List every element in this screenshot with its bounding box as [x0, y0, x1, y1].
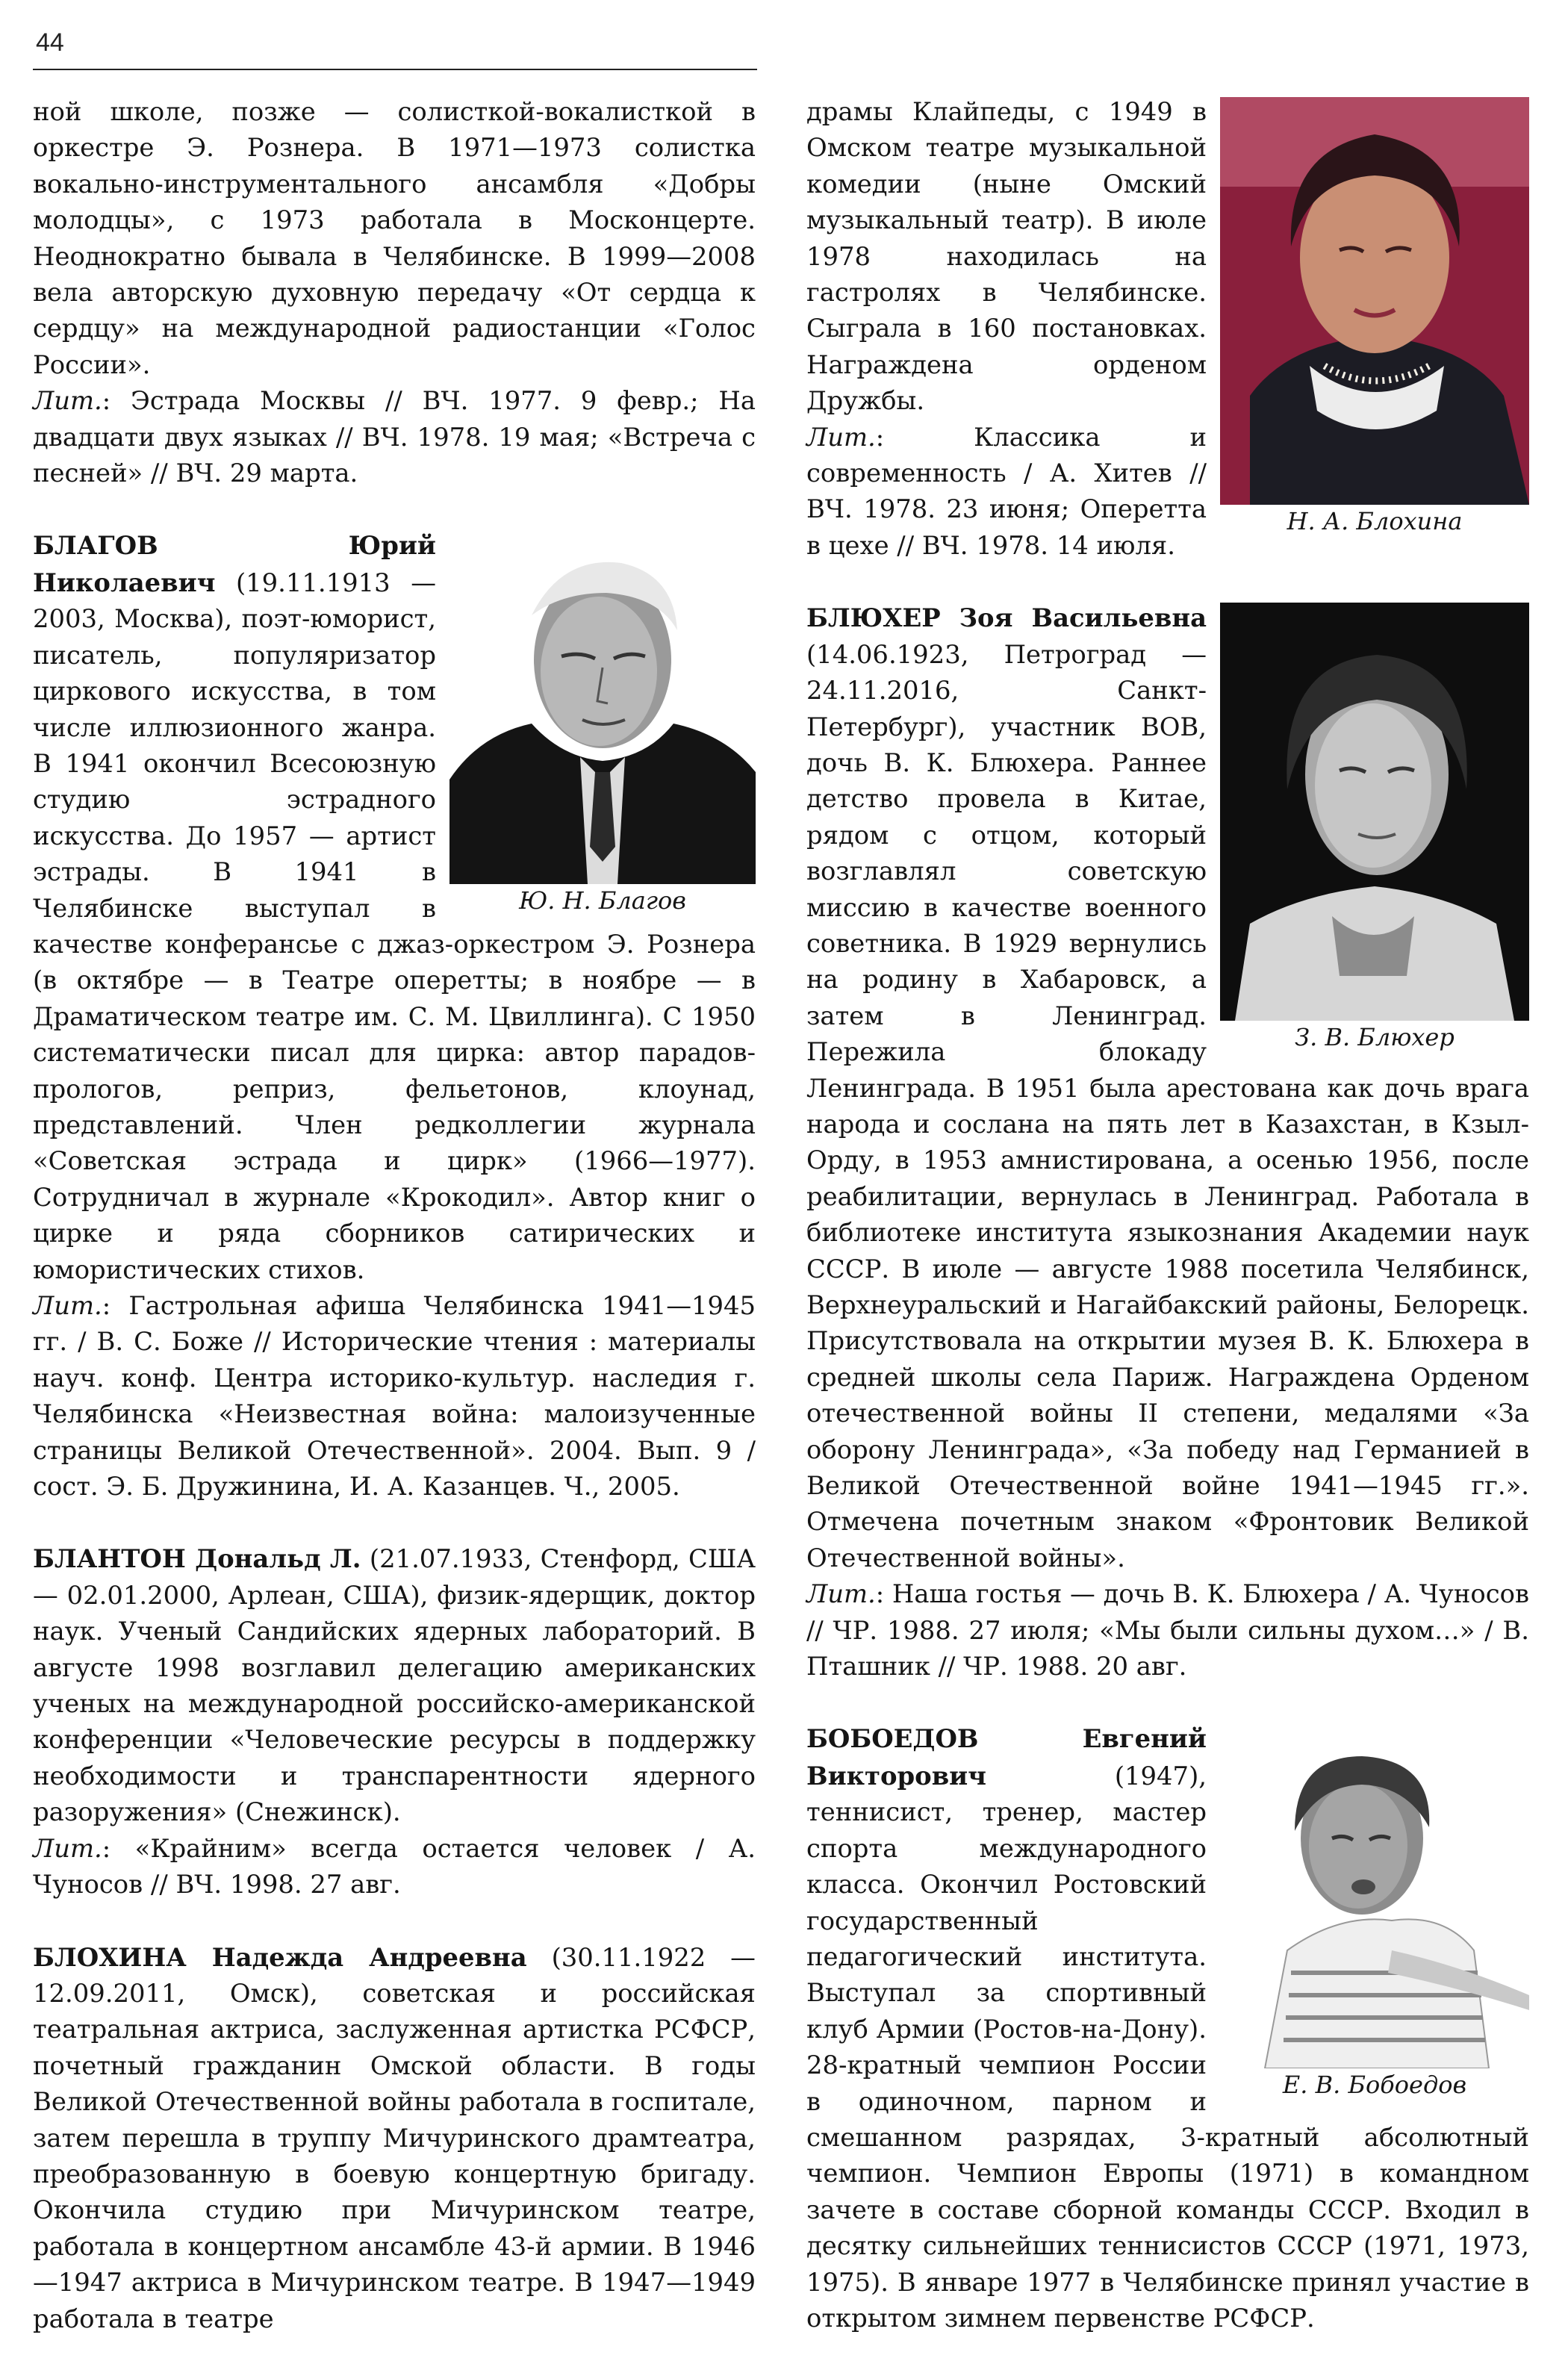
entry-blanton — [33, 1540, 756, 1903]
entry-headword: БЛАГОВ Юрий Николаевич — [33, 530, 436, 597]
entry-text: БЛАГОВ Юрий Николаевич (19.11.1913 — 2003, Москва), поэт-юморист, писатель, популяризатор циркового искусства, в том числе иллюзионного жанра. В 1941 окончил Всесоюзную студию эстрадного искусства. До 1957 — артист эстрады. В 1941 в Челябинске выступал в качестве конферансье с джаз-оркестром Э. Рознера (в октябре — в Театре оперетты; в ноябре — в Драматическом театре им. С. М. Цвиллинга). С 1950 систематически писал для цирка: автор парадов-прологов, реприз, фельетонов, клоунад, представлений. Член редколлегии журнала «Советская эстрада и цирк» (1966—1977). Сотрудничал в журнале «Крокодил». Автор книг о цирке и ряда сборников сатирических и юмористических стихов. — [33, 530, 756, 1284]
photo-blokhina — [1220, 97, 1529, 536]
literature: Лит.: «Крайним» всегда остается человек / А. Чуносов // ВЧ. 1998. 27 авг. — [33, 1833, 756, 1900]
photo-blagov — [449, 533, 756, 915]
photo-blyukher — [1220, 603, 1529, 1052]
left-column — [33, 94, 756, 2373]
literature: Лит.: Классика и современность / А. Хитев // ВЧ. 1978. 23 июня; Оперетта в цехе // ВЧ. 1978. 14 июля. — [806, 422, 1207, 560]
literature: Лит.: Гастрольная афиша Челябинска 1941—1945 гг. / В. С. Боже // Исторические чтения : материалы науч. конф. Центра историко-культур. наследия г. Челябинска «Неизвестная война: малоизученные страницы Великой Отечественной». 2004. Вып. 9 / сост. Э. Б. Дружинина, И. А. Казанцев. Ч., 2005. — [33, 1291, 756, 1502]
entry-blyukher — [806, 600, 1529, 1685]
entry-text: БЛОХИНА Надежда Андреевна (30.11.1922 — 12.09.2011, Омск), советская и российская театральная актриса, заслуженная артистка РСФСР, почетный гражданин Омской области. В годы Великой Отечественной войны работала в госпитале, затем перешла в труппу Мичуринского драмтеатра, преобразованную в боевую концертную бригаду. Окончила студию при Мичуринском театре, работала в концертном ансамбле 43-й армии. В 1946—1947 актриса в Мичуринском театре. В 1947—1949 работала в театре — [33, 1941, 756, 2333]
photo-caption: З. В. Блюхер — [1295, 1023, 1455, 1052]
entry-text: ной школе, позже — солисткой-вокалисткой в оркестре Э. Рознера. В 1971—1973 солистка вокально-инструментального ансамбля «Добры молодцы», с 1973 работала в Москонцерте. Неоднократно бывала в Челябинске. В 1999—2008 вела авторскую духовную передачу «От сердца к сердцу» на международной радиостанции «Голос России». — [33, 97, 756, 379]
entry-headword: БОБОЕДОВ Евгений Викторович — [806, 1723, 1207, 1791]
header-rule — [33, 69, 757, 70]
literature: Лит.: Эстрада Москвы // ВЧ. 1977. 9 февр.; На двадцати двух языках // ВЧ. 1978. 19 мая; «Встреча с песней» // ВЧ. 29 марта. — [33, 386, 756, 488]
page-number: 44 — [36, 28, 64, 57]
entry-headword: БЛАНТОН Дональд Л. — [33, 1543, 361, 1574]
portrait-image — [1220, 1726, 1529, 2068]
entry-headword: БЛЮХЕР Зоя Васильевна — [806, 603, 1207, 633]
entry-text: драмы Клайпеды, с 1949 в Омском театре музыкальной комедии (ныне Омский музыкальный театр). В июле 1978 находилась на гастролях в Челябинске. Сыграла в 160 постановках. Награждена орденом Дружбы. — [806, 97, 1207, 416]
entry-blokhina-continuation — [806, 94, 1529, 564]
right-column — [806, 94, 1529, 2372]
entry-headword: БЛОХИНА Надежда Андреевна — [33, 1941, 527, 1972]
photo-caption: Е. В. Бобоедов — [1282, 2071, 1467, 2100]
entry-text: БОБОЕДОВ Евгений Викторович (1947), теннисист, тренер, мастер спорта международного класса. Окончил Ростовский государственный педагогический института. Выступал за спортивный клуб Армии (Ростов-на-Дону). 28-кратный чемпион России в одиночном, парном и смешанном разрядах, 3-кратный абсолютный чемпион. Чемпион Европы (1971) в командном зачете в составе сборной команды СССР. Входил в десятку сильнейших теннисистов СССР (1971, 1973, 1975). В январе 1977 в Челябинске принял участие в открытом зимнем первенстве РСФСР. — [806, 1723, 1529, 2333]
entry-boboedov — [806, 1720, 1529, 2336]
portrait-image — [1220, 97, 1529, 505]
entry-continuation — [33, 94, 756, 491]
portrait-image — [1220, 603, 1529, 1021]
entry-text: БЛЮХЕР Зоя Васильевна (14.06.1923, Петроград — 24.11.2016, Санкт-Петербург), участник ВОВ, дочь В. К. Блюхера. Раннее детство провела в Китае, рядом с отцом, который возглавлял советскую миссию в качестве военного советника. В 1929 вернулись на родину в Хабаровск, а затем в Ленинград. Пережила блокаду Ленинграда. В 1951 была арестована как дочь врага народа и сослана на пять лет в Казахстан, в Кзыл-Орду, в 1953 амнистирована, а осенью 1956, после реабилитации, вернулась в Ленинград. Работала в библиотеке института языкознания Академии наук СССР. В июле — августе 1988 посетила Челябинск, Верхнеуральский и Нагайбакский районы, Белорецк. Присутствовала на открытии музея В. К. Блюхера в средней школы села Париж. Награждена Орденом отечественной войны II степени, медалями «За оборону Ленинграда», «За победу над Германией в Великой Отечественной войне 1941—1945 гг.». Отмечена почетным знаком «Фронтовик Великой Отечественной войны». — [806, 603, 1529, 1573]
photo-boboedov — [1220, 1726, 1529, 2100]
entry-blagov — [33, 527, 756, 1505]
literature: Лит.: Наша гостья — дочь В. К. Блюхера / А. Чуносов // ЧР. 1988. 27 июля; «Мы были сильны духом…» / В. Пташник // ЧР. 1988. 20 авг. — [806, 1579, 1529, 1682]
photo-caption: Н. А. Блохина — [1287, 507, 1463, 535]
photo-caption: Ю. Н. Благов — [519, 886, 686, 915]
entry-blokhina — [33, 1939, 756, 2337]
portrait-image — [449, 533, 756, 884]
entry-text: БЛАНТОН Дональд Л. (21.07.1933, Стенфорд, США — 02.01.2000, Арлеан, США), физик-ядерщик, доктор наук. Ученый Сандийских ядерных лабораторий. В августе 1998 возглавил делегацию американских ученых на международной российско-американской конференции «Человеческие ресурсы в поддержку необходимости и транспарентности ядерного разоружения» (Снежинск). — [33, 1543, 756, 1827]
